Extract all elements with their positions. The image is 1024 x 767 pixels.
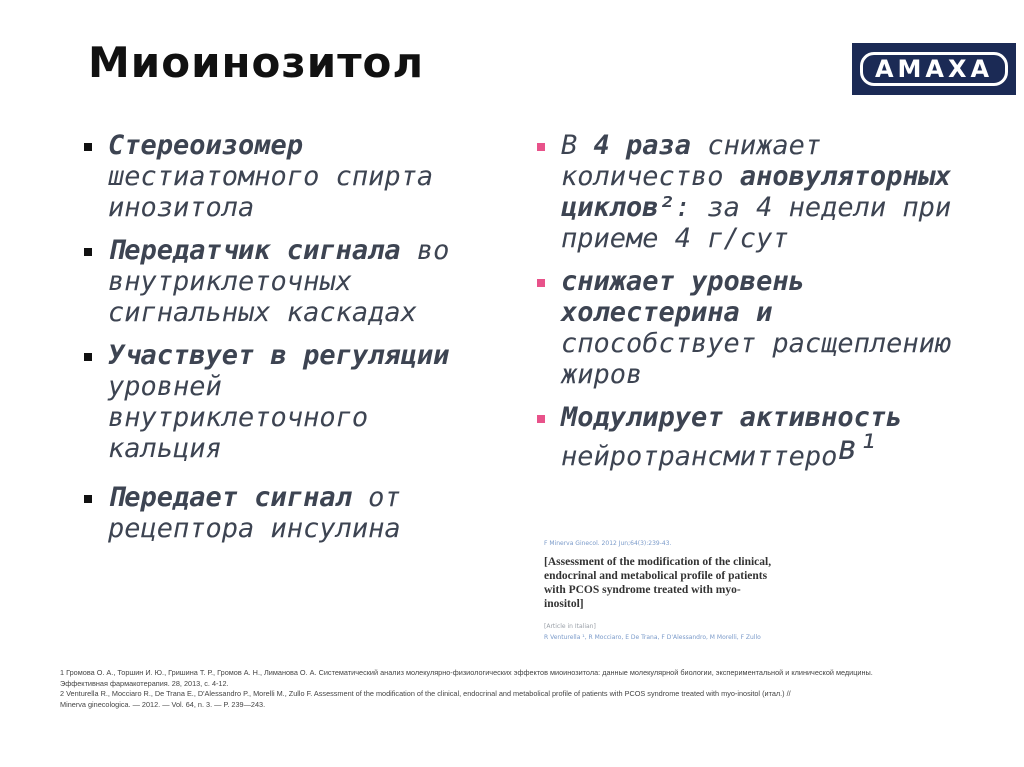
list-item: [535, 402, 955, 472]
item-bold: ановуляторных циклов²: [561, 161, 952, 223]
item-bold: Участвует в регуляции: [108, 340, 450, 371]
logo-text: AMAXA: [860, 52, 1008, 86]
item-bold: Модулирует активность: [561, 402, 903, 433]
square-bullet-icon: [84, 248, 92, 256]
list-item: [82, 340, 492, 464]
item-bold: Стереоизомер: [108, 130, 304, 161]
paper-journal: F Minerva Ginecol. 2012 Jun;64(3):239-43.: [544, 540, 672, 547]
item-bold: 4 раза: [593, 130, 692, 161]
square-bullet-icon: [84, 143, 92, 151]
reference-1-line: 1 Громова О. А., Торшин И. Ю., Гришина Т. Р., Громов А. Н., Лиманова О. А. Систематический анализ молекулярно-физиологических эффектов миоинозитола: данные молекулярной биологии, экспериментальной и клинической медицины.: [60, 668, 873, 677]
item-text: от рецептора инсулина: [108, 482, 401, 544]
reference-1-source: Эффективная фармакотерапия. 28, 2013, с. 4-12.: [60, 678, 229, 688]
paper-language: [Article in Italian]: [544, 623, 596, 630]
paper-title: [Assessment of the modification of the clinical, endocrinal and metabolical profile of patients with PCOS syndrome treated with myo-inositol]: [544, 556, 772, 610]
square-bullet-icon: [537, 279, 545, 287]
item-text: во внутриклеточных сигнальных каскадах: [108, 235, 450, 328]
square-bullet-icon: [84, 495, 92, 503]
square-bullet-icon: [537, 415, 545, 423]
right-bullet-list: [535, 130, 955, 484]
reference-2-source: Minerva ginecologica. — 2012. — Vol. 64, n. 3. — P. 239—243.: [60, 699, 266, 709]
item-text: шестиатомного спирта инозитола: [108, 161, 434, 223]
item-text: снижает количество: [561, 130, 822, 192]
paper-authors: R Venturella ¹, R Mocciaro, E De Trana, F D'Alessandro, M Morelli, F Zullo: [544, 634, 761, 641]
list-item: [82, 130, 492, 223]
square-bullet-icon: [84, 353, 92, 361]
item-bold: снижает уровень холестерина и: [561, 266, 805, 328]
amaxa-logo: [852, 43, 1016, 95]
item-superscript: в¹: [837, 428, 879, 468]
list-item: [82, 482, 492, 544]
item-bold: Передает сигнал: [108, 482, 352, 513]
list-item: [535, 130, 955, 254]
slide-title: Миоинозитол: [88, 38, 425, 87]
square-bullet-icon: [537, 143, 545, 151]
paper-citation-image: [544, 540, 774, 641]
item-text: В: [561, 130, 594, 161]
list-item: [82, 235, 492, 328]
item-text: уровней внутриклеточного кальция: [108, 371, 369, 464]
list-item: [535, 266, 955, 390]
references: [60, 668, 960, 710]
left-bullet-list: [82, 130, 492, 556]
reference-2-line: 2 Venturella R., Mocciaro R., De Trana E., D'Alessandro P., Morelli M., Zullo F. Assessment of the modification of the clinical, endocrinal and metabolical profile of patients with PCOS syndrome treated with myo-inositol (итал.) //: [60, 689, 791, 698]
item-text: способствует расщеплению жиров: [561, 328, 952, 390]
item-text: нейротрансмиттеро: [561, 441, 838, 472]
item-bold: Передатчик сигнала: [108, 235, 401, 266]
item-text: : за 4 недели при приеме 4 г/сут: [561, 192, 952, 254]
